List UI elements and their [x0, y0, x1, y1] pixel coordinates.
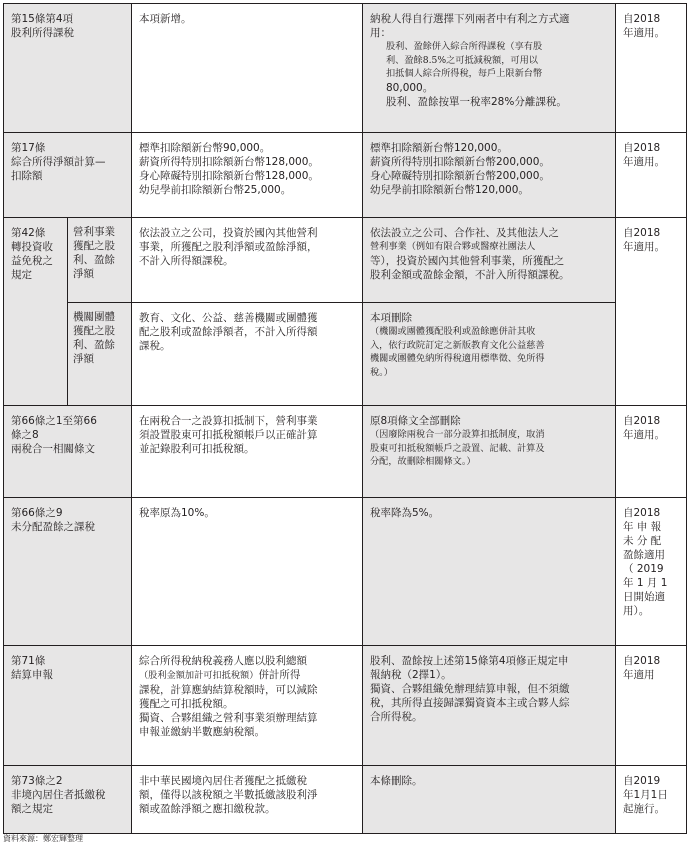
cell-line: 營利事業: [73, 226, 115, 238]
new-provision-cell: [363, 218, 616, 303]
cell-line: 年適用。: [623, 156, 665, 168]
cell-line: 年適用。: [623, 429, 665, 441]
old-provision-cell: [132, 498, 363, 646]
cell-line: 綜合所得淨額計算—: [11, 156, 106, 168]
effective-date-cell: [616, 766, 687, 834]
cell-line: 本項刪除: [370, 312, 412, 324]
cell-line: 營利事業（例如有限合夥或醫療社團法人: [370, 241, 536, 252]
article-cell: [4, 4, 132, 133]
cell-line: 事業，所獲配之股利淨額或盈餘淨額，: [139, 241, 318, 253]
cell-line: 納稅人得自行選擇下列兩者中有利之方式適: [370, 13, 570, 25]
cell-line: 本條刪除。: [370, 775, 423, 787]
cell-line: 並記錄股利可扣抵稅額。: [139, 443, 255, 455]
table-row: [4, 133, 687, 218]
table-row: [4, 766, 687, 834]
cell-line: 自2018: [623, 142, 661, 154]
effective-date-cell: [616, 406, 687, 498]
old-provision-cell: [132, 4, 363, 133]
cell-line: 等），投資於國內其他營利事業，所獲配之: [370, 254, 565, 267]
old-provision-cell: [132, 406, 363, 498]
cell-line: 第15條第4項: [11, 13, 74, 25]
source-note: 資料來源：鄭宏輝整理: [3, 834, 83, 843]
cell-line: 年適用: [623, 669, 655, 681]
cell-line: 在兩稅合一之設算扣抵制下，營利事業: [139, 415, 318, 427]
cell-line: 非境內居住者抵繳稅: [11, 789, 106, 801]
article-cell: [4, 133, 132, 218]
cell-line: 身心障礙特別扣除額新台幣200,000。: [370, 170, 550, 182]
cell-line: 年1月1日: [623, 789, 668, 801]
new-provision-cell: [363, 646, 616, 766]
cell-line: 規定: [11, 269, 32, 281]
cell-line: 淨額: [73, 268, 94, 280]
cell-line: 機關團體: [73, 311, 115, 323]
cell-line: 獲配之股: [73, 240, 115, 252]
cell-line: 日開始適: [623, 591, 665, 603]
cell-line: 第42條: [11, 227, 46, 239]
cell-line: 幼兒學前扣除額新台幣120,000。: [370, 184, 529, 196]
cell-line: 第73條之2: [11, 775, 63, 787]
table-row: [4, 4, 687, 133]
cell-line: 額，僅得以該稅額之半數抵繳該股利淨: [139, 789, 318, 801]
cell-line: 稅率降為5%。: [370, 507, 440, 519]
cell-line: 依法設立之公司、合作社、及其他法人之: [370, 227, 559, 239]
cell-line: 不計入所得額課稅。: [139, 255, 234, 267]
cell-line: 扣抵個人綜合所得稅，每戶上限新台幣: [386, 68, 543, 79]
cell-line: 第71條: [11, 655, 46, 667]
article-cell: [4, 406, 132, 498]
cell-line: 自2019: [623, 775, 661, 787]
cell-line: 稅率原為10%。: [139, 507, 215, 519]
cell-line: 自2018: [623, 507, 661, 519]
new-provision-cell: [363, 406, 616, 498]
cell-line: 非中華民國境內居住者獲配之抵繳稅: [139, 775, 307, 787]
cell-line: 薪資所得特別扣除額新台幣200,000。: [370, 156, 550, 168]
cell-line: 獨資、合夥組織之營利事業須辦理結算: [139, 711, 318, 724]
cell-line: 利、盈餘8.5%之可抵減稅額，可用以: [386, 54, 538, 66]
cell-line: 股利、盈餘併入綜合所得課稅（享有股: [386, 41, 543, 52]
cell-line: 股利金額或盈餘金額，不計入所得額課稅。: [370, 268, 570, 281]
table-row: [4, 498, 687, 646]
old-provision-cell: [132, 646, 363, 766]
cell-line: 扣除額: [11, 170, 43, 182]
cell-line: 機關或團體免納所得稅適用標準徵、免所得: [370, 353, 545, 364]
cell-line: 本項新增。: [139, 13, 192, 25]
cell-line: 原8項條文全部刪除: [370, 415, 461, 427]
cell-line: 80,000。: [386, 81, 434, 94]
old-provision-cell: [132, 218, 363, 303]
cell-line: 年適用。: [623, 241, 665, 253]
old-provision-cell: [132, 133, 363, 218]
table-row: [4, 646, 687, 766]
cell-line: 課稅。: [139, 340, 171, 352]
old-provision-cell: [132, 766, 363, 834]
cell-line: （機關或團體獲配股利或盈餘應併計其收: [370, 326, 536, 337]
sub-article-cell: [68, 303, 132, 406]
cell-line: 利、盈餘: [73, 339, 115, 351]
cell-line: 申報並繳納半數應納稅額。: [139, 725, 265, 738]
cell-line: 稅，其所得直接歸課獨資資本主或合夥人綜: [370, 697, 570, 709]
cell-line: 幼兒學前扣除額新台幣25,000。: [139, 184, 292, 196]
cell-line: 身心障礙特別扣除額新台幣128,000。: [139, 170, 319, 182]
old-provision-cell: [132, 303, 363, 406]
cell-line: 第17條: [11, 142, 46, 154]
cell-line: 自2018: [623, 415, 661, 427]
cell-line: 股利、盈餘按單一稅率28%分離課稅。: [386, 95, 567, 108]
cell-line: 課稅，計算應納結算稅額時，可以減除: [139, 683, 318, 696]
new-provision-cell: [363, 303, 616, 406]
effective-date-cell: [616, 4, 687, 133]
cell-line: [139, 668, 356, 683]
cell-line: 獲配之可扣抵稅額。: [139, 697, 234, 710]
cell-line: 獲配之股: [73, 325, 115, 337]
cell-line: 用：: [370, 27, 391, 39]
table-row: [4, 303, 687, 406]
new-provision-cell: [363, 766, 616, 834]
cell-line: 須設置股東可扣抵稅額帳戶以正確計算: [139, 429, 318, 441]
cell-line: 薪資所得特別扣除額新台幣128,000。: [139, 156, 319, 168]
article-cell: [4, 498, 132, 646]
cell-line: 轉投資收: [11, 241, 53, 253]
cell-line: 標準扣除額新台幣90,000。: [139, 142, 271, 154]
cell-line: 淨額: [73, 353, 94, 365]
cell-line: 年適用。: [623, 27, 665, 39]
cell-line: 報納稅（2擇1）。: [370, 669, 452, 681]
cell-line: 未 分 配: [623, 535, 662, 547]
new-provision-cell: [363, 4, 616, 133]
table-row: [4, 406, 687, 498]
cell-line: 年 1 月 1: [623, 577, 668, 589]
cell-line: 益免稅之: [11, 255, 53, 267]
cell-line: 額之規定: [11, 803, 53, 815]
new-provision-cell: [363, 498, 616, 646]
cell-line: 結算申報: [11, 669, 53, 681]
cell-line: （因廢除兩稅合一部分設算扣抵制度，取消: [370, 429, 545, 440]
cell-line: 自2018: [623, 13, 661, 25]
cell-line: 自2018: [623, 227, 661, 239]
cell-line: 股利所得課稅: [11, 27, 74, 39]
cell-line: 入，依行政院訂定之新版教育文化公益慈善: [370, 339, 545, 351]
effective-date-cell: [616, 218, 687, 406]
effective-date-cell: [616, 498, 687, 646]
cell-line: 自2018: [623, 655, 661, 667]
effective-date-cell: [616, 646, 687, 766]
cell-line: 綜合所得稅納稅義務人應以股利總額: [139, 655, 307, 667]
cell-line: 未分配盈餘之課稅: [11, 521, 95, 533]
cell-line: 標準扣除額新台幣120,000。: [370, 142, 508, 154]
cell-line: 條之8: [11, 429, 39, 441]
cell-line: 依法設立之公司，投資於國內其他營利: [139, 227, 318, 239]
cell-line: （ 2019: [623, 563, 664, 575]
cell-line: 稅。）: [370, 366, 393, 378]
cell-line: 第66條之1至第66: [11, 415, 97, 427]
cell-line: 年 申 報: [623, 521, 662, 533]
cell-line: 配之股利或盈餘淨額者，不計入所得額: [139, 326, 318, 338]
cell-line: 分配，故刪除相關條文。）: [370, 456, 476, 467]
table-row: [4, 218, 687, 303]
cell-line: 合所得稅。: [370, 711, 423, 723]
cell-line-rest: 併計所得: [258, 669, 301, 681]
cell-line: 股利、盈餘按上述第15條第4項修正規定申: [370, 655, 569, 667]
article-cell: [4, 646, 132, 766]
cell-note-text: （股利金額加計可扣抵稅額）: [139, 670, 259, 681]
cell-line: 用）。: [623, 605, 650, 617]
cell-line: 股東可扣抵稅額帳戶之設置、記載、計算及: [370, 442, 545, 454]
article-cell: [4, 218, 68, 406]
cell-line: 起施行。: [623, 803, 665, 815]
cell-line: 獨資、合夥組織免辦理結算申報，但不須繳: [370, 683, 570, 695]
effective-date-cell: [616, 133, 687, 218]
article-cell: [4, 766, 132, 834]
cell-line: 利、盈餘: [73, 254, 115, 266]
cell-line: 第66條之9: [11, 507, 63, 519]
new-provision-cell: [363, 133, 616, 218]
cell-line: 盈餘適用: [623, 549, 665, 561]
cell-line: 額或盈餘淨額之應扣繳稅款。: [139, 803, 276, 815]
cell-line: 兩稅合一相關條文: [11, 443, 95, 455]
cell-line: 教育、文化、公益、慈善機關或團體獲: [139, 312, 318, 324]
sub-article-cell: [68, 218, 132, 303]
tax-amendment-table: [3, 3, 687, 834]
